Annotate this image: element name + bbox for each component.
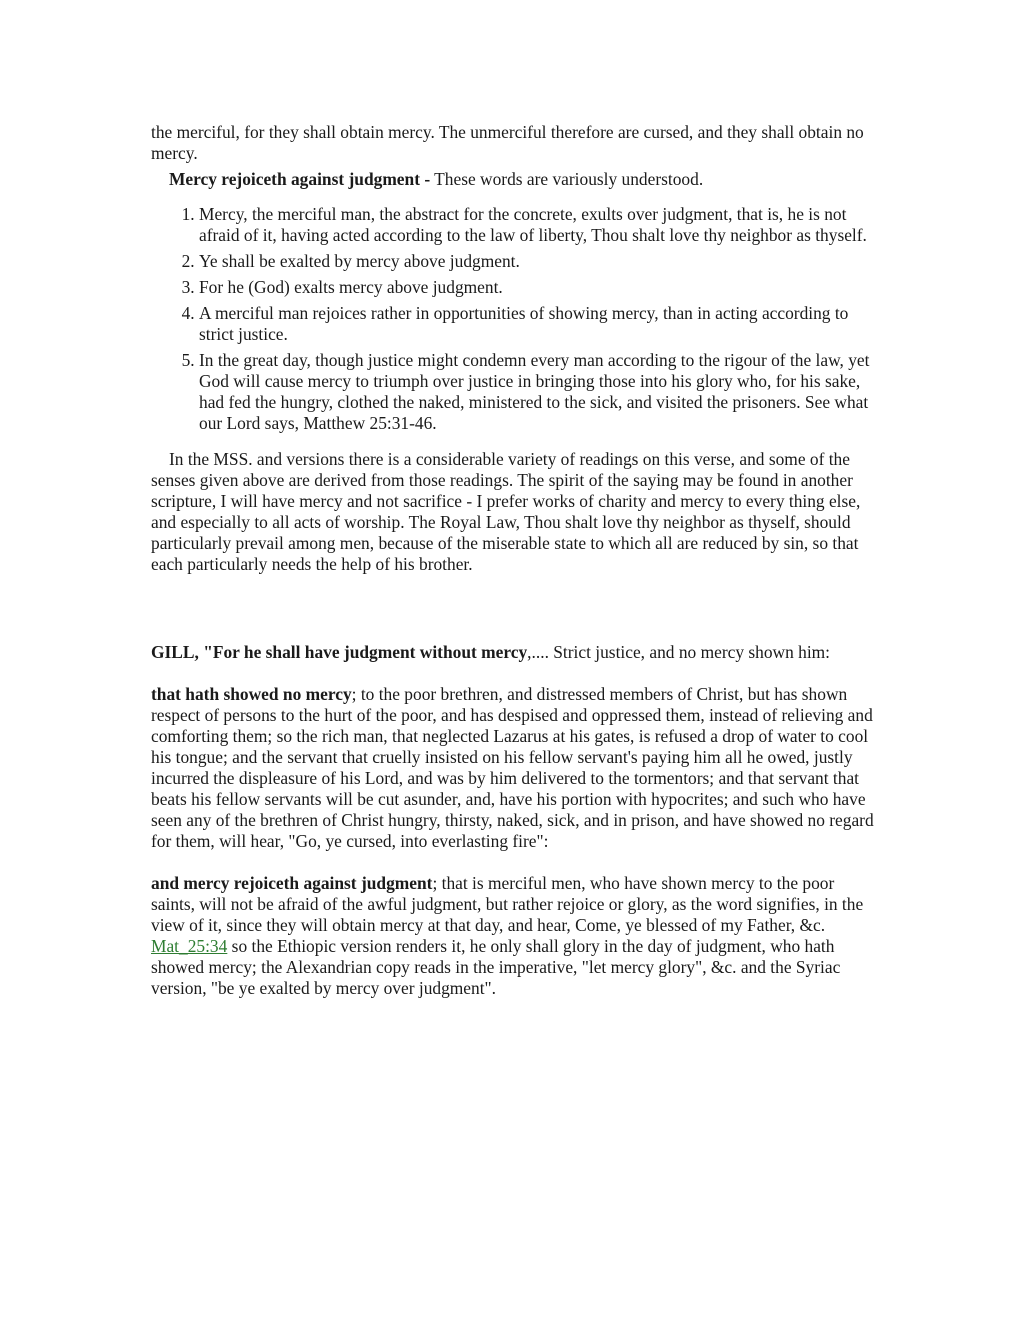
gill-paragraph-judgment xyxy=(151,642,879,663)
gill-paragraph-no-mercy xyxy=(151,684,879,852)
paragraph-merciful: the merciful, for they shall obtain mercy. The unmerciful therefore are cursed, and they shall obtain no mercy. xyxy=(151,122,864,163)
interpretations-list xyxy=(151,204,879,434)
document-page xyxy=(151,122,879,999)
gill-heading: GILL, "For he shall have judgment without mercy xyxy=(151,642,528,662)
list-item: 4. A merciful man rejoices rather in opportunities of showing mercy, than in acting according to strict justice. xyxy=(199,303,879,345)
gill-phrase-mercy-rejoiceth: and mercy rejoiceth against judgment xyxy=(151,873,433,893)
list-item: 3. For he (God) exalts mercy above judgment. xyxy=(199,277,879,298)
scripture-link-mat-25-34[interactable]: Mat_25:34 xyxy=(151,936,228,956)
gill-paragraph-judgment-text: ,.... Strict justice, and no mercy shown him: xyxy=(527,642,831,662)
list-item: 5. In the great day, though justice might condemn every man according to the rigour of the law, yet God will cause mercy to triumph over justice in bringing those into his glory who, for his sake, had fed the hungry, clothed the naked, ministered to the sick, and visited the prisoners. See what our Lord says, Matthew 25:31-46. xyxy=(199,350,879,434)
gill-phrase-no-mercy: that hath showed no mercy xyxy=(151,684,352,704)
paragraph-mercy-rejoiceth xyxy=(151,169,879,190)
gill-commentary xyxy=(151,642,879,999)
gill-paragraph-mercy-text-b: so the Ethiopic version renders it, he only shall glory in the day of judgment, who hath showed mercy; the Alexandrian copy reads in the imperative, "let mercy glory", &c. and the Syriac version, "be ye exalted by mercy over judgment". xyxy=(151,936,841,998)
gill-paragraph-mercy-text-a: ; that is merciful men, who have shown mercy to the poor saints, will not be afraid of the awful judgment, but rather rejoice or glory, as the word signifies, in the view of it, since they will obtain mercy at that day, and hear, Come, ye blessed of my Father, &c. xyxy=(151,873,864,935)
list-item: 2. Ye shall be exalted by mercy above judgment. xyxy=(199,251,879,272)
paragraph-mercy-rejoiceth-text: These words are variously understood. xyxy=(430,169,704,189)
gill-paragraph-mercy-rejoiceth xyxy=(151,873,879,999)
gill-paragraph-no-mercy-text: ; to the poor brethren, and distressed members of Christ, but has shown respect of persons to the hurt of the poor, and has despised and oppressed them, instead of relieving and comforting them; so the rich man, that neglected Lazarus at his gates, is refused a drop of water to cool his tongue; and the servant that cruelly insisted on his fellow servant's paying him all he owed, justly incurred the displeasure of his Lord, and was by him delivered to the tormentors; and that servant that beats his fellow servants will be cut asunder, and, have his portion with hypocrites; and such who have seen any of the brethren of Christ hungry, thirsty, naked, sick, and in prison, and have showed no regard for them, will hear, "Go, ye cursed, into everlasting fire": xyxy=(151,684,874,851)
list-item: 1. Mercy, the merciful man, the abstract for the concrete, exults over judgment, that is, he is not afraid of it, having acted according to the law of liberty, Thou shalt love thy neighbor as thyself. xyxy=(199,204,879,246)
paragraph-mss-versions: In the MSS. and versions there is a considerable variety of readings on this verse, and some of the senses given above are derived from those readings. The spirit of the saying may be found in another scripture, I will have mercy and not sacrifice - I prefer works of charity and mercy to every thing else, and especially to all acts of worship. The Royal Law, Thou shalt love thy neighbor as thyself, should particularly prevail among men, because of the miserable state to which all are reduced by sin, so that each particularly needs the help of his brother. xyxy=(151,449,861,574)
heading-mercy-rejoiceth: Mercy rejoiceth against judgment - xyxy=(169,169,431,189)
